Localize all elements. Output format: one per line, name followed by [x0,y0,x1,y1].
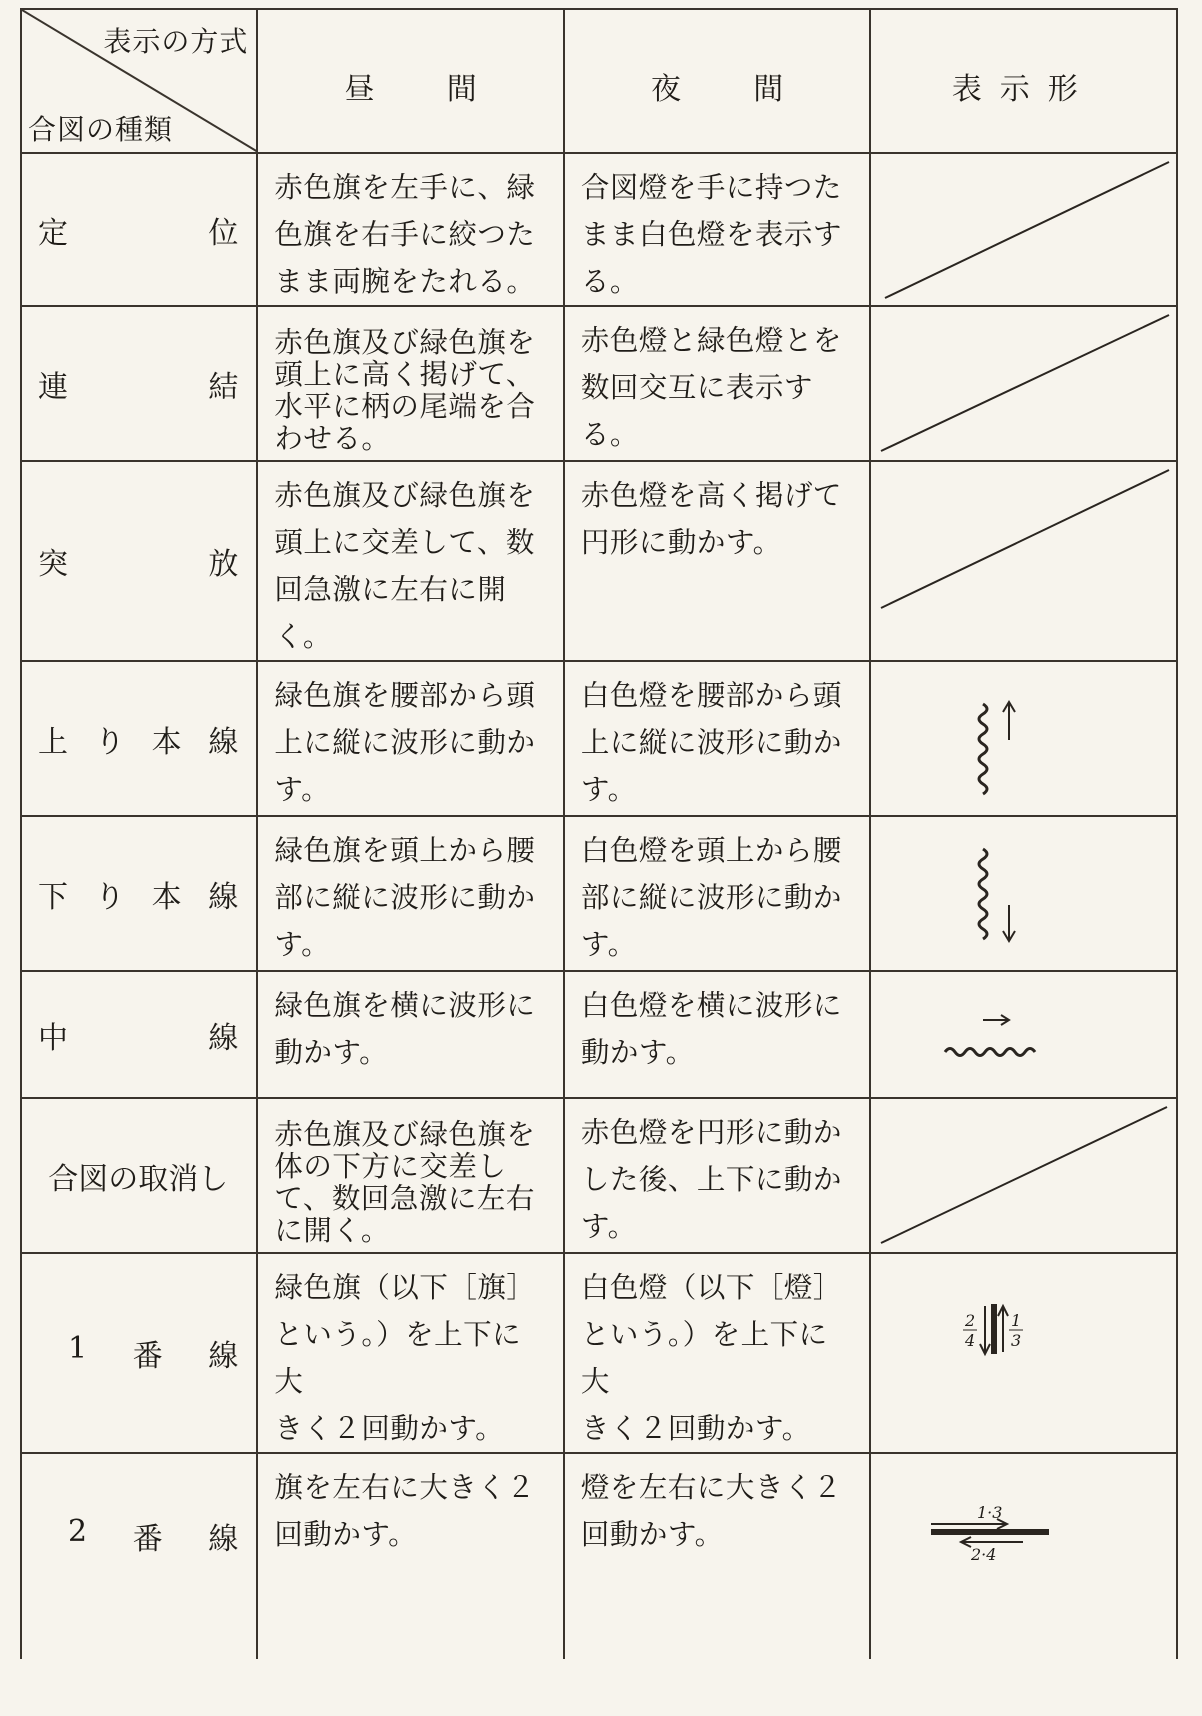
mark-right-bottom: 3 [1011,1331,1022,1350]
type-char: 番 [132,1339,163,1374]
mark-right-top: 1 [1011,1311,1022,1330]
type-char: 定 [38,215,68,251]
mark-top: 1·3 [977,1503,1003,1522]
table-row [21,661,1177,816]
type-char: 突 [38,547,68,582]
night-label-1: 夜 [651,72,682,107]
signal-type-cell [21,1453,257,1659]
form-cell [870,661,1177,816]
type-char: 連 [38,369,68,405]
diagonal-slash-icon [871,1099,1177,1252]
mark-bottom: 2·4 [971,1545,997,1564]
mark-left-top: 2 [965,1311,976,1330]
day-label-2: 間 [446,72,477,107]
day-cell [257,153,564,306]
day-cell [257,461,564,661]
form-cell [870,971,1177,1098]
table-row [21,971,1177,1098]
type-char: 結 [208,369,239,405]
form-cell [870,306,1177,461]
night-cell [564,816,871,971]
type-char: 線 [208,1020,239,1056]
night-cell [564,461,871,661]
night-description: 白色燈（以下［燈］ という。）を上下に大 きく２回動かす。 [580,1271,842,1445]
day-label-1: 昼 [344,72,375,107]
night-cell [564,1253,871,1453]
night-cell [564,306,871,461]
table-row [21,1453,1177,1659]
day-description: 緑色旗を横に波形に 動かす。 [274,989,536,1069]
horizontal-leftright-icon [871,1454,1177,1659]
table-row [21,461,1177,661]
vertical-updown-icon [871,1254,1177,1409]
header-night [564,9,871,153]
signal-type-cell [21,153,257,306]
signal-type-cell [21,306,257,461]
night-label-2: 間 [753,72,784,107]
type-char: 1 [68,1331,88,1366]
diagonal-slash-icon [871,154,1177,304]
signal-type-cell [21,1098,257,1253]
day-description: 赤色旗を左手に、緑 色旗を右手に絞つた まま両腕をたれる。 [274,171,536,298]
night-description: 赤色燈を高く掲げて 円形に動かす。 [580,479,842,559]
signal-type-cell [21,1253,257,1453]
mark-left-bottom: 4 [965,1331,976,1350]
night-cell [564,1098,871,1253]
header-row [21,9,1177,153]
day-cell [257,661,564,816]
type-char: 放 [208,547,239,582]
form-cell [870,461,1177,661]
type-char: 線 [208,1339,239,1374]
type-char: り [94,724,125,760]
type-char: 中 [38,1020,68,1056]
night-cell [564,971,871,1098]
night-description: 白色燈を頭上から腰 部に縦に波形に動か す。 [580,834,842,961]
method-label: 表示の方式 [103,25,249,58]
day-description: 旗を左右に大きく２ 回動かす。 [274,1471,536,1551]
type-char: 番 [132,1522,163,1557]
table-row [21,1098,1177,1253]
night-description: 白色燈を横に波形に 動かす。 [580,989,842,1069]
type-char: 本 [151,724,182,760]
night-description: 合図燈を手に持つた まま白色燈を表示す る。 [580,171,842,298]
night-description: 赤色燈を円形に動か した後、上下に動か す。 [580,1116,842,1243]
day-description: 赤色旗及び緑色旗を 体の下方に交差し て、数回急激に左右 に開く。 [274,1118,536,1247]
type-char: 上 [38,724,68,760]
night-cell [564,661,871,816]
signal-type-cell [21,661,257,816]
table-row [21,153,1177,306]
vertical-wave-up-icon [871,662,1177,815]
night-description: 白色燈を腰部から頭 上に縦に波形に動か す。 [580,679,842,806]
day-cell [257,306,564,461]
day-description: 緑色旗を頭上から腰 部に縦に波形に動か す。 [274,834,536,961]
type-char: 位 [208,215,239,251]
form-cell [870,816,1177,971]
form-cell [870,1453,1177,1659]
type-char: 線 [208,724,239,760]
form-cell [870,1098,1177,1253]
type-label: 合図の取消し [48,1161,229,1197]
type-char: 下 [38,879,68,915]
header-day [257,9,564,153]
day-cell [257,1453,564,1659]
signal-type-cell [21,816,257,971]
form-label: 表示形 [951,72,1096,107]
table-row [21,816,1177,971]
type-char: り [94,879,125,915]
type-char: 線 [208,1522,239,1557]
header-form [870,9,1177,153]
signal-table [20,8,1178,1659]
signal-type-cell [21,971,257,1098]
diagonal-slash-icon [871,307,1177,460]
signal-type-cell [21,461,257,661]
table-row [21,306,1177,461]
type-char: 2 [68,1514,88,1549]
type-char: 本 [151,879,182,915]
day-description: 緑色旗を腰部から頭 上に縦に波形に動か す。 [274,679,536,806]
night-description: 燈を左右に大きく２ 回動かす。 [580,1471,842,1551]
horizontal-wave-right-icon [871,972,1177,1097]
signal-type-label: 合図の種類 [28,113,174,146]
night-cell [564,1453,871,1659]
form-cell [870,1253,1177,1453]
night-cell [564,153,871,306]
diagonal-slash-icon [871,462,1177,615]
day-description: 赤色旗及び緑色旗を 頭上に高く掲げて、 水平に柄の尾端を合 わせる。 [274,326,536,455]
night-description: 赤色燈と緑色燈とを 数回交互に表示す る。 [580,324,842,451]
form-cell [870,153,1177,306]
header-diagonal-cell [21,9,257,153]
day-cell [257,971,564,1098]
type-char: 線 [208,879,239,915]
day-description: 緑色旗（以下［旗］ という。）を上下に大 きく２回動かす。 [274,1271,536,1445]
vertical-wave-down-icon [871,817,1177,970]
day-description: 赤色旗及び緑色旗を 頭上に交差して、数 回急激に左右に開く。 [274,479,536,653]
day-cell [257,816,564,971]
day-cell [257,1098,564,1253]
table-row [21,1253,1177,1453]
day-cell [257,1253,564,1453]
